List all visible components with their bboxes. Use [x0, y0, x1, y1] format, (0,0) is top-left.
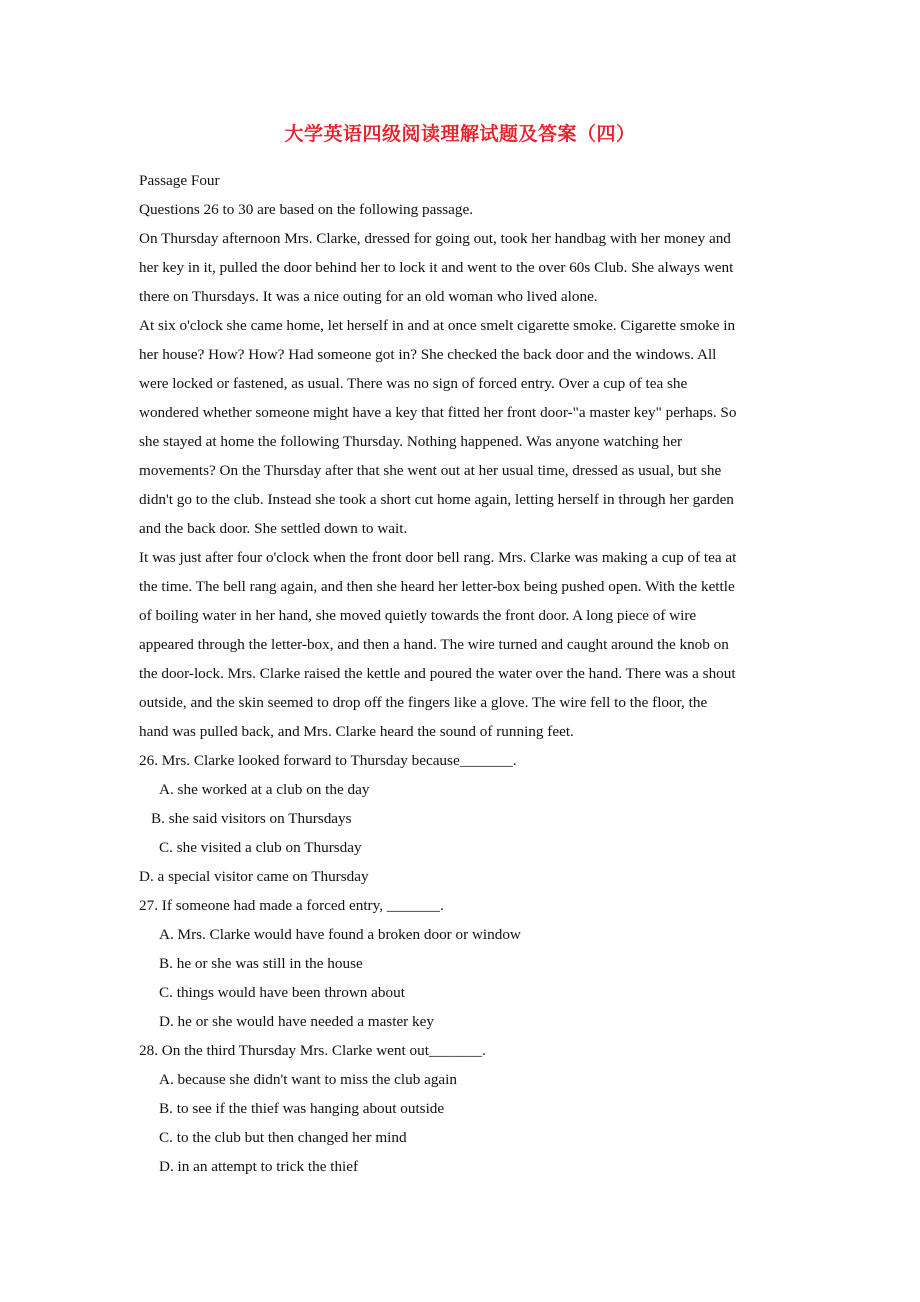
passage-text-line: didn't go to the club. Instead she took a short cut home again, letting herself in through her garden: [139, 491, 734, 508]
passage-instructions: Questions 26 to 30 are based on the following passage.: [139, 201, 474, 218]
question-28: 28. On the third Thursday Mrs. Clarke went out_______.: [139, 1042, 486, 1059]
question-26-option-d: D. a special visitor came on Thursday: [139, 868, 369, 885]
passage-text-line: were locked or fastened, as usual. There was no sign of forced entry. Over a cup of tea she: [139, 375, 688, 392]
passage-text-line: she stayed at home the following Thursday. Nothing happened. Was anyone watching her: [139, 433, 683, 450]
question-27-option-d: D. he or she would have needed a master key: [159, 1013, 434, 1030]
passage-text-line: the door-lock. Mrs. Clarke raised the kettle and poured the water over the hand. There was a shout: [139, 665, 736, 682]
passage-text-line: there on Thursdays. It was a nice outing for an old woman who lived alone.: [139, 288, 598, 305]
passage-text-line: On Thursday afternoon Mrs. Clarke, dressed for going out, took her handbag with her money and: [139, 230, 731, 247]
passage-text-line: of boiling water in her hand, she moved quietly towards the front door. A long piece of wire: [139, 607, 697, 624]
passage-text-line: movements? On the Thursday after that she went out at her usual time, dressed as usual, but she: [139, 462, 722, 479]
passage-text-line: It was just after four o'clock when the front door bell rang. Mrs. Clarke was making a cup of tea at: [139, 549, 737, 566]
passage-text-line: the time. The bell rang again, and then she heard her letter-box being pushed open. With the kettle: [139, 578, 735, 595]
question-27: 27. If someone had made a forced entry, _______.: [139, 897, 444, 914]
passage-text-line: hand was pulled back, and Mrs. Clarke heard the sound of running feet.: [139, 723, 574, 740]
document-body: [139, 166, 781, 1181]
question-28-option-d: D. in an attempt to trick the thief: [159, 1158, 359, 1175]
question-27-option-a: A. Mrs. Clarke would have found a broken door or window: [159, 926, 521, 943]
question-27-option-c: C. things would have been thrown about: [159, 984, 405, 1001]
question-26: 26. Mrs. Clarke looked forward to Thursday because_______.: [139, 752, 517, 769]
question-28-option-b: B. to see if the thief was hanging about outside: [159, 1100, 445, 1117]
passage-text-line: her house? How? How? Had someone got in? She checked the back door and the windows. All: [139, 346, 717, 363]
question-26-option-c: C. she visited a club on Thursday: [159, 839, 362, 856]
question-27-option-b: B. he or she was still in the house: [159, 955, 363, 972]
question-28-option-a: A. because she didn't want to miss the club again: [159, 1071, 457, 1088]
passage-text-line: outside, and the skin seemed to drop off the fingers like a glove. The wire fell to the floor, the: [139, 694, 708, 711]
question-26-option-b: B. she said visitors on Thursdays: [151, 810, 352, 827]
question-28-option-c: C. to the club but then changed her mind: [159, 1129, 407, 1146]
question-26-option-a: A. she worked at a club on the day: [159, 781, 370, 798]
passage-heading: Passage Four: [139, 172, 220, 189]
passage-text-line: wondered whether someone might have a key that fitted her front door-"a master key" perhaps. So: [139, 404, 737, 421]
passage-text-line: and the back door. She settled down to wait.: [139, 520, 408, 537]
passage-text-line: At six o'clock she came home, let herself in and at once smelt cigarette smoke. Cigarette smoke in: [139, 317, 736, 334]
passage-text-line: appeared through the letter-box, and then a hand. The wire turned and caught around the knob on: [139, 636, 729, 653]
passage-text-line: her key in it, pulled the door behind her to lock it and went to the over 60s Club. She always went: [139, 259, 734, 276]
document-title: 大学英语四级阅读理解试题及答案（四）: [284, 123, 636, 145]
